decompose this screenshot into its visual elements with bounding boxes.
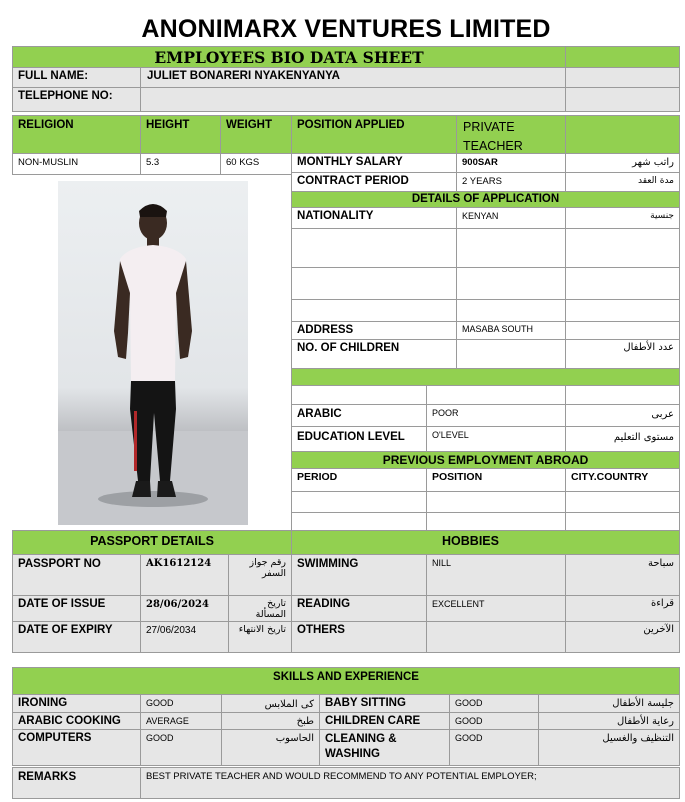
skill-row-3-ar2-cell xyxy=(538,729,680,766)
skill-row-2-ar-cell xyxy=(221,712,320,730)
contract-period-value: 2 YEARS xyxy=(462,176,502,187)
skill-row-2-value2-cell xyxy=(449,712,539,730)
swimming-value-cell xyxy=(426,554,566,596)
skill-row-1-label2-cell xyxy=(319,694,450,713)
blank-lang-c xyxy=(565,385,680,405)
skill-row-1-value-cell xyxy=(140,694,222,713)
children-ar: عدد الأطفال xyxy=(623,342,674,353)
weight-header xyxy=(220,115,292,154)
weight-value: 60 KGS xyxy=(226,157,260,168)
children-label: NO. OF CHILDREN xyxy=(297,342,400,354)
swimming-label-cell xyxy=(291,554,427,596)
reading-label-cell xyxy=(291,595,427,622)
religion-value-cell xyxy=(12,153,141,175)
expiry-value: 27/06/2034 xyxy=(146,625,197,636)
remarks-value: BEST PRIVATE TEACHER AND WOULD RECOMMEND TO ANY POTENTIAL EMPLOYER; xyxy=(146,771,537,782)
swimming-ar-cell xyxy=(565,554,680,596)
issue-ar-cell xyxy=(228,595,292,622)
education-value: O'LEVEL xyxy=(432,430,469,440)
skill-row-2-value-cell xyxy=(140,712,222,730)
address-value: MASABA SOUTH xyxy=(462,324,534,334)
reading-ar-cell xyxy=(565,595,680,622)
skill-row-3-ar-cell xyxy=(221,729,320,766)
hobbies-header-text: HOBBIES xyxy=(442,534,499,548)
skill-cleaning-label: CLEANING & WASHING xyxy=(325,733,397,760)
previous-employment-header-text: PREVIOUS EMPLOYMENT ABROAD xyxy=(382,453,589,467)
religion-value: NON-MUSLIN xyxy=(18,157,79,168)
skill-children-care-label: CHILDREN CARE xyxy=(325,715,421,727)
education-ar: مستوى التعليم xyxy=(613,432,674,443)
nationality-label: NATIONALITY xyxy=(297,210,374,222)
religion-label: RELIGION xyxy=(18,119,74,131)
passport-no-value: AK1612124 xyxy=(146,558,212,569)
expiry-label: DATE OF EXPIRY xyxy=(18,624,113,636)
passport-no-ar: رقم جواز السفر xyxy=(249,557,286,579)
full-name-value-cell xyxy=(140,67,566,88)
issue-ar: تاريخ المسألة xyxy=(255,598,286,620)
remarks-label-cell xyxy=(12,767,141,799)
children-label-cell xyxy=(291,339,457,369)
height-header xyxy=(140,115,221,154)
telephone-value xyxy=(141,88,565,94)
previous-employment-header xyxy=(291,451,680,469)
expiry-label-cell xyxy=(12,621,141,653)
sheet-title: EMPLOYEES BIO DATA SHEET xyxy=(154,48,424,67)
position-side xyxy=(565,115,680,154)
address-label-cell xyxy=(291,321,457,340)
children-ar-cell xyxy=(565,339,680,369)
passport-no-label: PASSPORT NO xyxy=(18,558,101,570)
position-value-cell xyxy=(456,115,566,154)
nationality-ar: جنسية xyxy=(650,211,674,221)
prev-row-2-a xyxy=(291,512,427,531)
salary-value-cell xyxy=(456,153,566,173)
skill-row-1-ar-cell xyxy=(221,694,320,713)
blank-row-1-c xyxy=(565,228,680,268)
passport-no-ar-cell xyxy=(228,554,292,596)
blank-lang-b xyxy=(426,385,566,405)
prev-col-city-label: CITY.COUNTRY xyxy=(571,471,649,483)
nationality-value-cell xyxy=(456,207,566,229)
prev-col-position xyxy=(426,468,566,492)
salary-label: MONTHLY SALARY xyxy=(297,156,403,168)
application-spacer xyxy=(291,368,680,386)
prev-col-position-label: POSITION xyxy=(432,471,483,483)
full-name-value: JULIET BONARERI NYAKENYANYA xyxy=(147,70,340,82)
passport-header xyxy=(12,530,292,555)
expiry-value-cell xyxy=(140,621,229,653)
others-ar: الآخرين xyxy=(643,624,674,635)
company-title: ANONIMARX VENTURES LIMITED xyxy=(141,15,551,43)
prev-row-1-c xyxy=(565,491,680,513)
skill-row-3-label-cell xyxy=(12,729,141,766)
skill-cleaning-ar: التنظيف والغسيل xyxy=(602,733,674,744)
swimming-ar: سباحة xyxy=(648,558,674,569)
skill-computers-value: GOOD xyxy=(146,733,174,743)
skills-header-text: SKILLS AND EXPERIENCE xyxy=(273,671,419,683)
prev-col-period xyxy=(291,468,427,492)
passport-no-value-cell xyxy=(140,554,229,596)
skill-children-care-ar: رعاية الأطفال xyxy=(617,716,674,727)
telephone-value-cell xyxy=(140,87,566,112)
others-ar-cell xyxy=(565,621,680,653)
arabic-label-cell xyxy=(291,404,427,427)
salary-ar-cell xyxy=(565,153,680,173)
skill-row-2-ar2-cell xyxy=(538,712,680,730)
contract-period-label-cell xyxy=(291,172,457,192)
arabic-ar: عربى xyxy=(651,409,674,420)
issue-value: 28/06/2024 xyxy=(146,599,209,610)
employee-photo xyxy=(58,181,248,525)
application-header xyxy=(291,191,680,208)
passport-header-text: PASSPORT DETAILS xyxy=(90,534,214,548)
contract-period-value-cell xyxy=(456,172,566,192)
prev-col-city xyxy=(565,468,680,492)
full-name-label: FULL NAME: xyxy=(18,70,89,82)
nationality-label-cell xyxy=(291,207,457,229)
full-name-side xyxy=(565,67,680,88)
reading-label: READING xyxy=(297,598,351,610)
expiry-ar: تاريخ الانتهاء xyxy=(238,624,286,635)
blank-row-2-a xyxy=(291,267,457,300)
telephone-label-cell xyxy=(12,87,141,112)
nationality-ar-cell xyxy=(565,207,680,229)
telephone-side xyxy=(565,87,680,112)
employee-photo-illustration xyxy=(58,181,248,525)
blank-row-1-a xyxy=(291,228,457,268)
contract-period-label: CONTRACT PERIOD xyxy=(297,175,409,187)
address-label: ADDRESS xyxy=(297,324,354,336)
skill-row-2-label-cell xyxy=(12,712,141,730)
height-label: HEIGHT xyxy=(146,119,190,131)
prev-col-period-label: PERIOD xyxy=(297,471,338,483)
arabic-ar-cell xyxy=(565,404,680,427)
skill-row-2-label2-cell xyxy=(319,712,450,730)
arabic-label: ARABIC xyxy=(297,408,342,420)
prev-row-2-c xyxy=(565,512,680,531)
blank-row-2-c xyxy=(565,267,680,300)
position-value: PRIVATE TEACHER xyxy=(463,120,523,153)
skill-baby-sitting-label: BABY SITTING xyxy=(325,697,406,709)
religion-header xyxy=(12,115,141,154)
others-label: OTHERS xyxy=(297,624,345,636)
skill-computers-label: COMPUTERS xyxy=(18,732,92,744)
skill-ironing-value: GOOD xyxy=(146,698,174,708)
blank-row-3-b xyxy=(456,299,566,322)
reading-ar: قراءة xyxy=(650,598,674,609)
weight-label: WEIGHT xyxy=(226,119,272,131)
swimming-value: NILL xyxy=(432,558,452,568)
height-value-cell xyxy=(140,153,221,175)
others-value-cell xyxy=(426,621,566,653)
address-value-cell xyxy=(456,321,566,340)
salary-label-cell xyxy=(291,153,457,173)
skill-cooking-value: AVERAGE xyxy=(146,716,189,726)
prev-row-2-b xyxy=(426,512,566,531)
remarks-value-cell xyxy=(140,767,680,799)
blank-row-2-b xyxy=(456,267,566,300)
sheet-title-cell xyxy=(12,46,566,68)
arabic-value-cell xyxy=(426,404,566,427)
passport-no-label-cell xyxy=(12,554,141,596)
skill-row-1-ar2-cell xyxy=(538,694,680,713)
application-header-text: DETAILS OF APPLICATION xyxy=(411,193,560,205)
position-header xyxy=(291,115,457,154)
issue-label: DATE OF ISSUE xyxy=(18,598,106,610)
skill-ironing-label: IRONING xyxy=(18,697,68,709)
issue-value-cell xyxy=(140,595,229,622)
reading-value: EXCELLENT xyxy=(432,599,485,609)
nationality-value: KENYAN xyxy=(462,211,499,221)
skill-baby-sitting-ar: جليسة الأطفال xyxy=(612,698,674,709)
prev-row-1-b xyxy=(426,491,566,513)
skill-computers-ar: الحاسوب xyxy=(275,733,314,744)
skill-children-care-value: GOOD xyxy=(455,716,483,726)
remarks-label: REMARKS xyxy=(18,771,77,783)
education-ar-cell xyxy=(565,426,680,452)
sheet-title-side xyxy=(565,46,680,68)
skill-baby-sitting-value: GOOD xyxy=(455,698,483,708)
skill-row-1-label-cell xyxy=(12,694,141,713)
contract-period-ar: مدة العقد xyxy=(638,176,674,186)
full-name-label-cell xyxy=(12,67,141,88)
blank-row-1-b xyxy=(456,228,566,268)
education-label: EDUCATION LEVEL xyxy=(297,431,405,443)
swimming-label: SWIMMING xyxy=(297,558,359,570)
children-value-cell xyxy=(456,339,566,369)
blank-row-3-a xyxy=(291,299,457,322)
skill-cooking-label: ARABIC COOKING xyxy=(18,715,121,727)
weight-value-cell xyxy=(220,153,292,175)
others-label-cell xyxy=(291,621,427,653)
arabic-value: POOR xyxy=(432,408,459,418)
prev-row-1-a xyxy=(291,491,427,513)
skill-row-3-value-cell xyxy=(140,729,222,766)
skills-header xyxy=(12,667,680,695)
hobbies-header xyxy=(291,530,680,555)
education-value-cell xyxy=(426,426,566,452)
contract-period-ar-cell xyxy=(565,172,680,192)
issue-label-cell xyxy=(12,595,141,622)
height-value: 5.3 xyxy=(146,157,160,168)
address-ar-cell xyxy=(565,321,680,340)
salary-ar: راتب شهر xyxy=(632,157,674,168)
expiry-ar-cell xyxy=(228,621,292,653)
skill-cleaning-value: GOOD xyxy=(455,733,483,743)
position-label: POSITION APPLIED xyxy=(297,119,405,131)
skill-row-3-value2-cell xyxy=(449,729,539,766)
salary-value: 900SAR xyxy=(462,157,498,168)
education-label-cell xyxy=(291,426,427,452)
skill-row-1-value2-cell xyxy=(449,694,539,713)
skill-cooking-ar: طبخ xyxy=(296,716,314,727)
reading-value-cell xyxy=(426,595,566,622)
blank-lang-a xyxy=(291,385,427,405)
skill-ironing-ar: كى الملابس xyxy=(264,699,314,710)
skill-row-3-label2-cell xyxy=(319,729,450,766)
telephone-label: TELEPHONE NO: xyxy=(18,90,113,102)
blank-row-3-c xyxy=(565,299,680,322)
